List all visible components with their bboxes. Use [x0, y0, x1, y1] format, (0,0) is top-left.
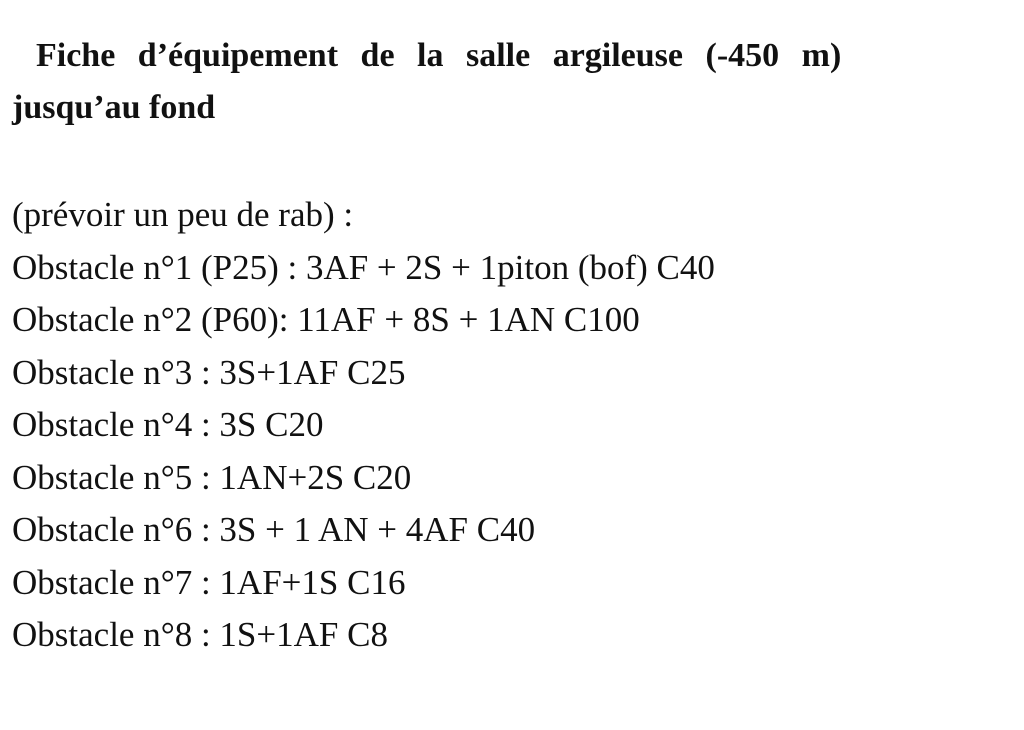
title-line-1: Fiche d’équipement de la salle argileuse (-450 m) — [36, 37, 842, 74]
obstacle-4: Obstacle n°4 : 3S C20 — [12, 405, 324, 444]
equipment-list — [12, 189, 715, 662]
document-title — [12, 30, 1024, 134]
obstacle-7: Obstacle n°7 : 1AF+1S C16 — [12, 562, 406, 602]
obstacle-2: Obstacle n°2 (P60): 11AF + 8S + 1AN C100 — [12, 300, 640, 339]
obstacle-8: Obstacle n°8 : 1S+1AF C8 — [12, 615, 388, 654]
obstacle-1: Obstacle n°1 (P25) : 3AF + 2S + 1piton (bof) C40 — [12, 247, 715, 287]
intro-note: (prévoir un peu de rab) : — [12, 195, 354, 234]
obstacle-3: Obstacle n°3 : 3S+1AF C25 — [12, 352, 406, 392]
obstacle-5: Obstacle n°5 : 1AN+2S C20 — [12, 457, 412, 497]
title-line-2: jusqu’au fond — [12, 89, 216, 126]
obstacle-6: Obstacle n°6 : 3S + 1 AN + 4AF C40 — [12, 510, 536, 549]
